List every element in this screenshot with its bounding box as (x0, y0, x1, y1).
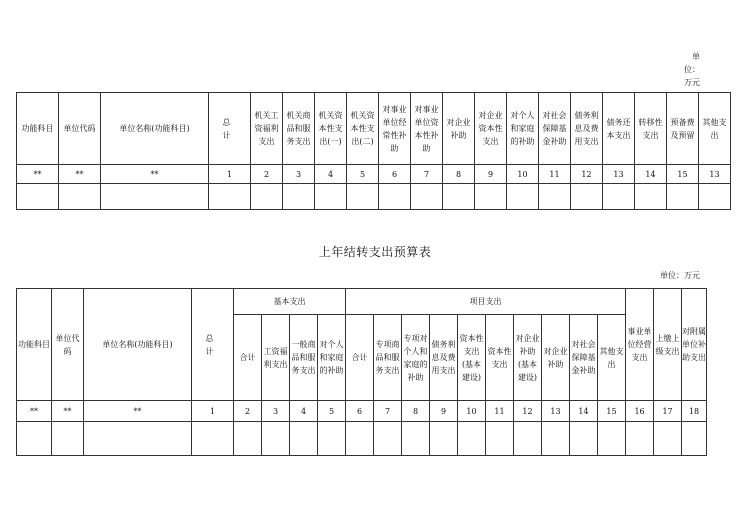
index-cell: 11 (539, 165, 571, 184)
data-cell (262, 422, 290, 456)
index-cell: 15 (598, 401, 626, 422)
index-cell: 9 (430, 401, 458, 422)
data-row (17, 184, 731, 210)
header-cell: 单位代码 (59, 93, 101, 165)
header-cell: 机关资本性支出(一) (315, 93, 347, 165)
data-cell (209, 184, 251, 210)
data-cell (59, 184, 101, 210)
header-cell: 机关工资福利支出 (251, 93, 283, 165)
index-cell: 5 (347, 165, 379, 184)
data-cell (682, 422, 707, 456)
data-cell (347, 184, 379, 210)
data-cell (379, 184, 411, 210)
data-cell (17, 422, 52, 456)
sub-header-cell: 对企业补助 (542, 315, 570, 401)
index-cell: ** (59, 165, 101, 184)
data-cell (318, 422, 346, 456)
index-cell: 12 (514, 401, 542, 422)
index-cell: 17 (654, 401, 682, 422)
header-cell: 转移性支出 (635, 93, 667, 165)
data-cell (283, 184, 315, 210)
header-cell: 功能科目 (17, 289, 52, 401)
sub-header-cell: 对企业补助(基本建设) (514, 315, 542, 401)
data-cell (251, 184, 283, 210)
data-cell (699, 184, 731, 210)
expenditure-table (16, 92, 731, 210)
sub-header-cell: 一般商品和服务支出 (290, 315, 318, 401)
index-cell: ** (17, 401, 52, 422)
index-cell: 6 (379, 165, 411, 184)
index-cell: 10 (507, 165, 539, 184)
data-cell (626, 422, 654, 456)
index-cell: 7 (411, 165, 443, 184)
index-row (17, 165, 731, 184)
sub-header-cell: 专项商品和服务支出 (374, 315, 402, 401)
data-cell (539, 184, 571, 210)
sub-header-cell: 资本性支出 (486, 315, 514, 401)
index-cell: 14 (570, 401, 598, 422)
header-cell: 总 计 (209, 93, 251, 165)
index-cell: 12 (571, 165, 603, 184)
index-cell: 14 (635, 165, 667, 184)
index-cell: 16 (626, 401, 654, 422)
header-cell: 上缴上级支出 (654, 289, 682, 401)
data-cell (598, 422, 626, 456)
data-cell (443, 184, 475, 210)
index-cell: 7 (374, 401, 402, 422)
sub-header-cell: 资本性支出(基本建设) (458, 315, 486, 401)
data-cell (101, 184, 209, 210)
index-cell: ** (84, 401, 192, 422)
index-cell: ** (52, 401, 84, 422)
header-cell: 单位名称(功能科目) (84, 289, 192, 401)
index-cell: 2 (251, 165, 283, 184)
data-cell (315, 184, 347, 210)
data-cell (84, 422, 192, 456)
data-cell (411, 184, 443, 210)
index-cell: 15 (667, 165, 699, 184)
index-cell: 1 (192, 401, 234, 422)
index-cell: 5 (318, 401, 346, 422)
data-cell (570, 422, 598, 456)
index-cell: 6 (346, 401, 374, 422)
header-cell: 债务利息及费用支出 (571, 93, 603, 165)
data-cell (402, 422, 430, 456)
header-cell: 对事业单位资本性补助 (411, 93, 443, 165)
index-cell: 13 (699, 165, 731, 184)
index-cell: 1 (209, 165, 251, 184)
sub-header-cell: 合计 (234, 315, 262, 401)
sub-header-cell: 债务利息及费用支出 (430, 315, 458, 401)
sub-header-cell: 对个人和家庭的补助 (318, 315, 346, 401)
index-row (17, 401, 707, 422)
data-cell (192, 422, 234, 456)
index-cell: 9 (475, 165, 507, 184)
header-row (17, 93, 731, 165)
index-cell: 4 (290, 401, 318, 422)
unit-label (672, 50, 700, 89)
unit-line-3: 万元 (684, 78, 700, 87)
data-cell (603, 184, 635, 210)
data-row (17, 422, 707, 456)
sub-header-cell: 工资福利支出 (262, 315, 290, 401)
index-cell: 8 (402, 401, 430, 422)
group-header-row (17, 289, 707, 315)
data-cell (346, 422, 374, 456)
data-cell (507, 184, 539, 210)
sub-header-cell: 其他支出 (598, 315, 626, 401)
data-cell (635, 184, 667, 210)
group-basic-header: 基本支出 (234, 289, 346, 315)
data-cell (458, 422, 486, 456)
index-cell: 3 (283, 165, 315, 184)
header-cell: 机关商品和服务支出 (283, 93, 315, 165)
data-cell (290, 422, 318, 456)
unit-line-1: 单 (692, 52, 700, 61)
header-cell: 预备费及预留 (667, 93, 699, 165)
group-project-header: 项目支出 (346, 289, 626, 315)
data-cell (475, 184, 507, 210)
header-cell: 功能科目 (17, 93, 59, 165)
data-cell (17, 184, 59, 210)
header-cell: 单位名称(功能科目) (101, 93, 209, 165)
index-cell: 2 (234, 401, 262, 422)
index-cell: 11 (486, 401, 514, 422)
unit-line-2: 位： (684, 65, 700, 74)
index-cell: 8 (443, 165, 475, 184)
data-cell (52, 422, 84, 456)
sub-header-cell: 专项对个人和家庭的补助 (402, 315, 430, 401)
header-cell: 单位代码 (52, 289, 84, 401)
index-cell: 10 (458, 401, 486, 422)
data-cell (571, 184, 603, 210)
unit-label-2: 单位：万元 (660, 271, 700, 280)
header-cell: 对附属单位补助支出 (682, 289, 707, 401)
sub-header-cell: 合计 (346, 315, 374, 401)
header-cell: 机关资本性支出(二) (347, 93, 379, 165)
data-cell (654, 422, 682, 456)
data-cell (234, 422, 262, 456)
index-cell: 13 (603, 165, 635, 184)
header-cell: 事业单位经营支出 (626, 289, 654, 401)
index-cell: 13 (542, 401, 570, 422)
data-cell (514, 422, 542, 456)
table-title: 上年结转支出预算表 (318, 245, 432, 259)
carryover-table (16, 288, 707, 456)
header-cell: 债务还本支出 (603, 93, 635, 165)
header-cell: 对企业补助 (443, 93, 475, 165)
header-cell: 总 计 (192, 289, 234, 401)
sub-header-cell: 对社会保障基金补助 (570, 315, 598, 401)
header-cell: 其他支出 (699, 93, 731, 165)
data-cell (542, 422, 570, 456)
header-cell: 对企业资本性支出 (475, 93, 507, 165)
header-cell: 对社会保障基金补助 (539, 93, 571, 165)
data-cell (374, 422, 402, 456)
index-cell: ** (101, 165, 209, 184)
data-cell (486, 422, 514, 456)
header-cell: 对个人和家庭的补助 (507, 93, 539, 165)
index-cell: ** (17, 165, 59, 184)
index-cell: 4 (315, 165, 347, 184)
data-cell (667, 184, 699, 210)
data-cell (430, 422, 458, 456)
index-cell: 18 (682, 401, 707, 422)
header-cell: 对事业单位经常性补助 (379, 93, 411, 165)
index-cell: 3 (262, 401, 290, 422)
